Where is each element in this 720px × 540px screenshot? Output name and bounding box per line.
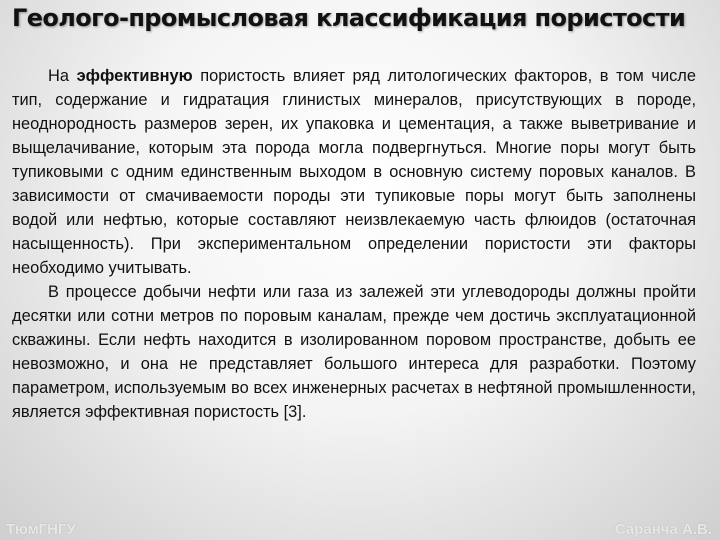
footer-university: ТюмГНГУ bbox=[6, 521, 76, 538]
paragraph-1 bbox=[12, 64, 696, 280]
emphasis-effective: эффективную bbox=[76, 67, 193, 85]
slide-title: Геолого-промысловая классификация пористости bbox=[12, 4, 686, 32]
slide-body bbox=[12, 64, 696, 424]
paragraph-2: В процессе добычи нефти или газа из залежей эти углеводороды должны пройти десятки или сотни метров по поровым каналам, прежде чем достичь эксплуатационной скважины. Если нефть находится в изолированном поровом пространстве, добыть ее невозможно, и она не представляет большого интереса для разработки. Поэтому параметром, используемым во всех инженерных расчетах в нефтяной промышленности, является эффективная пористость [3]. bbox=[12, 283, 696, 421]
paragraph-1-text: пористость влияет ряд литологических факторов, в том числе тип, содержание и гидратация глинистых минералов, присутствующих в породе, неоднородность размеров зерен, их упаковка и цементация, а также выветривание и выщелачивание, которым эта порода могла подвергнуться. Многие поры могут быть тупиковыми с одним единственным выходом в основную систему поровых каналов. В зависимости от смачиваемости породы эти тупиковые поры могут быть заполнены водой или нефтью, которые составляют неизвлекаемую часть флюидов (остаточная насыщенность). При экспериментальном определении пористости эти факторы необходимо учитывать. bbox=[12, 67, 696, 277]
footer-author: Саранча А.В. bbox=[614, 521, 712, 538]
paragraph-1-intro: На bbox=[48, 67, 77, 85]
